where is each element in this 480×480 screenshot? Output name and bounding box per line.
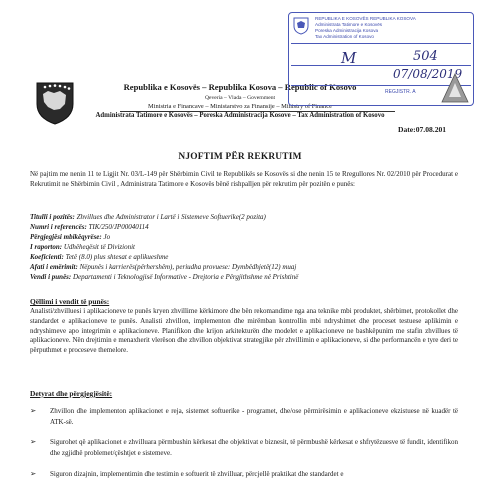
stamp-line-1: REPUBLIKA E KOSOVËS REPUBLIKA KOSOVA: [315, 16, 416, 21]
field-reports-to: [30, 243, 135, 251]
field-label: I raporton:: [30, 243, 63, 251]
bullet-icon: ➢: [30, 469, 37, 478]
document-date: Date:07.08.201: [398, 125, 447, 134]
bullet-icon: ➢: [30, 437, 37, 446]
page-title: NJOFTIM PËR REKRUTIM: [178, 152, 302, 162]
duty-item: Siguron dizajnin, implementimin dhe testimin e softuerit të zhvilluar, përcjellë praktikat dhe standardet e: [50, 470, 344, 478]
field-workplace: [30, 273, 298, 281]
duty-item: Sigurohet që aplikacionet e zhvilluara përmbushin kërkesat dhe objektivat e biznesit, të përmbushë kërkesat e shfrytëzuesve të fundit, identifikon dhe zgjidhë problemet/çështjet e sistemeve.: [50, 438, 458, 457]
stamp-divider: [291, 43, 471, 44]
intro-paragraph: Në pajtim me nenin 11 te Ligjit Nr. 03/L-149 për Shërbimin Civil te Republikës se Kosovës si dhe nenin 15 te Rregullores Nr. 02/2010 për Procedurat e Rekrutimit ne Shërbimin Civil , Administrata Tatimore e Kosovës bënë rishpalljen për rekrutim për pozitën e punës:: [30, 170, 458, 188]
field-label: Përgjegjësi mbikëqyrëse:: [30, 233, 102, 241]
field-label: Numri i referencës:: [30, 223, 87, 231]
field-value: Tetë (8.0) plus shtesat e aplikueshme: [65, 253, 169, 261]
field-value: Zhvillues dhe Administrator i Lartë i Sistemeve Softuerike(2 pozita): [76, 213, 266, 221]
stamp-handwritten-mark: M: [341, 49, 357, 67]
field-position-title: [30, 213, 266, 221]
stamp-line-4: Tax Administration of Kosovo: [315, 34, 374, 39]
bullet-icon: ➢: [30, 406, 37, 415]
field-reference-number: [30, 223, 149, 231]
registry-stamp: [288, 12, 474, 106]
header-ministry: Ministria e Financave – Ministarstvo za Finansije – Ministry of Finance: [148, 103, 332, 110]
field-coefficient: [30, 253, 168, 261]
stamp-registry-label: REGJISTR. A: [385, 89, 416, 95]
stamp-triangle-icon: [441, 73, 469, 103]
field-label: Titulli i pozitës:: [30, 213, 75, 221]
field-value: Departamenti i Teknologjisë Informative - Drejtoria e Përgjithshme në Prishtinë: [72, 273, 299, 281]
field-label: Vendi i punës:: [30, 273, 72, 281]
field-value: TIK/250/JP00040114: [88, 223, 149, 231]
header-administration: Administrata Tatimore e Kosovës – Poreska Administracija Kosove – Tax Administration of Kosovo: [95, 112, 385, 119]
duty-item: Zhvillon dhe implementon aplikacionet e reja, sistemet softuerike - programet, dhe/ose përmirësimin e aplikacioneve ekzistuese në kuadër të ATK-së.: [50, 407, 458, 426]
field-value: Nëpunës i karrierës(përhershëm), periudha provuese: Dymbëdhjetë(12) muaj: [79, 263, 297, 271]
field-appointment-term: [30, 263, 296, 271]
field-value: Jo: [103, 233, 111, 241]
stamp-handwritten-date: 07/08/2019: [393, 67, 463, 81]
field-label: Afati i emërimit:: [30, 263, 78, 271]
stamp-line-2: Administrata Tatimore e Kosovës: [315, 22, 383, 27]
field-supervisory-responsibility: [30, 233, 110, 241]
purpose-paragraph: Analisti/zhvilluesi i aplikacioneve te punës kryen zhvillime kërkimore dhe bën rekomandime nga ana teknike mbi produktet, shërbimet, protokollet dhe standardet e aplikacioneve te punës. Analisti zhvillon, implementon dhe mirëmban kontrollin mbi ndryshimet dhe proceset testuese aplikimin e ndryshimeve apo integrimin e aplikacioneve. Planifikon dhe krijon arkitekturën dhe modelet e aplikacioneve ne bashkëpunim me stafin zhvillues të aplikacioneve. Nën drejtimin e menaxherit vlerëson dhe zhvillon objektivat strategjike për zhvillimin e aplikacioneve, si dhe performancën e tyre deri te përputhmet e proceseve themelore.: [30, 307, 458, 355]
stamp-emblem-icon: [293, 17, 309, 35]
header-republic: Republika e Kosovës – Republika Kosova – Republic of Kosovo: [123, 82, 357, 92]
purpose-heading: Qëllimi i vendit të punës:: [30, 297, 110, 306]
duties-heading: Detyrat dhe përgjegjësitë:: [30, 389, 113, 398]
stamp-divider: [291, 65, 471, 66]
header-government: Qeveria – Vlada – Government: [204, 95, 276, 101]
stamp-handwritten-number: 504: [413, 49, 438, 64]
field-label: Koeficienti:: [30, 253, 64, 261]
stamp-line-3: Poreska Administracija Kosova: [315, 28, 379, 33]
field-value: Udhëheqësit të Divizionit: [63, 243, 135, 251]
